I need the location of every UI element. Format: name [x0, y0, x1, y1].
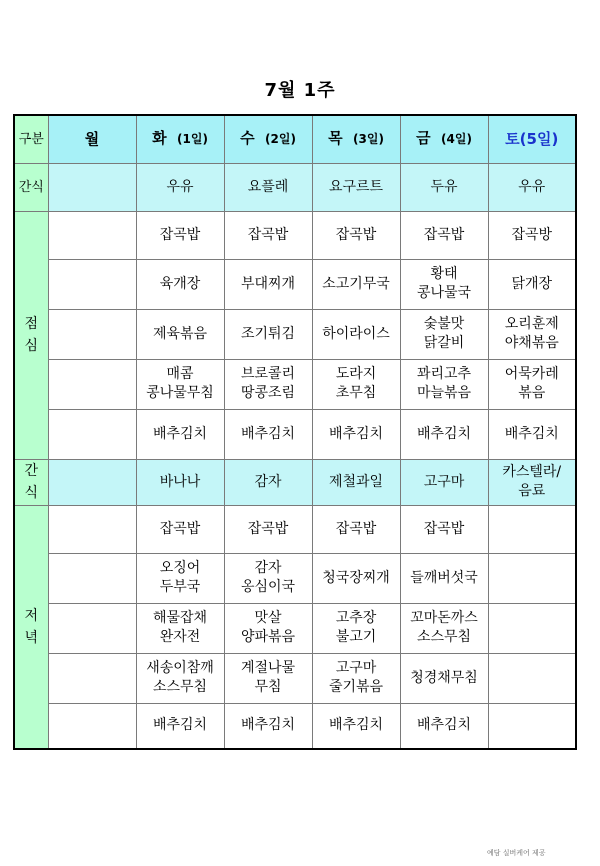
lunch-item: 배추김치: [312, 409, 400, 459]
lunch-item: 배추김치: [488, 409, 576, 459]
lunch-item: 브로콜리 땅콩조림: [224, 359, 312, 409]
dinner-item: 해물잡채 완자전: [136, 603, 224, 653]
snack-am-item: 요플레: [224, 163, 312, 211]
dinner-item: 감자 옹심이국: [224, 553, 312, 603]
dinner-item: 청경채무침: [400, 653, 488, 703]
day-name: 토(5일): [505, 129, 559, 148]
snack-am-item: [48, 163, 136, 211]
lunch-item: 오리훈제 야채볶음: [488, 309, 576, 359]
dinner-item: 꼬마돈까스 소스무침: [400, 603, 488, 653]
dinner-item: 고구마 줄기볶음: [312, 653, 400, 703]
lunch-item: [48, 359, 136, 409]
lunch-item: [48, 409, 136, 459]
lunch-item: 부대찌개: [224, 259, 312, 309]
lunch-item: 잡곡밥: [312, 211, 400, 259]
dinner-item: [48, 603, 136, 653]
snack-pm-item: 카스텔라/ 음료: [488, 459, 576, 505]
lunch-item: 배추김치: [224, 409, 312, 459]
dinner-item: 배추김치: [136, 703, 224, 749]
page-title: 7월 1주: [264, 80, 336, 101]
dinner-item: 배추김치: [400, 703, 488, 749]
snack-pm-item: 바나나: [136, 459, 224, 505]
snack-pm-item: 고구마: [400, 459, 488, 505]
dinner-row: [14, 505, 576, 553]
day-date: (4일): [441, 132, 472, 147]
snack-pm-label: 간 식: [14, 459, 48, 505]
lunch-label: 점 심: [14, 211, 48, 459]
dinner-item: 계절나물 무침: [224, 653, 312, 703]
lunch-item: 꽈리고추 마늘볶음: [400, 359, 488, 409]
dinner-row: [14, 553, 576, 603]
day-name: 수: [240, 129, 255, 148]
lunch-item: [48, 211, 136, 259]
dinner-row: [14, 703, 576, 749]
snack-pm-item: 제철과일: [312, 459, 400, 505]
snack-pm-row: [14, 459, 576, 505]
snack-am-item: 두유: [400, 163, 488, 211]
weekly-menu-table: [13, 114, 577, 750]
day-date: (1일): [177, 132, 208, 147]
day-header-4: [400, 115, 488, 163]
snack-am-label: 간식: [14, 163, 48, 211]
dinner-row: [14, 603, 576, 653]
day-header-5: [488, 115, 576, 163]
day-name: 금: [416, 129, 431, 148]
day-header-3: [312, 115, 400, 163]
lunch-row: [14, 359, 576, 409]
lunch-item: 조기튀김: [224, 309, 312, 359]
dinner-item: 잡곡밥: [136, 505, 224, 553]
lunch-item: 잡곡방: [488, 211, 576, 259]
footer-credit: 예담 실버케어 제공: [487, 849, 546, 857]
dinner-item: 청국장찌개: [312, 553, 400, 603]
lunch-item: 잡곡밥: [224, 211, 312, 259]
dinner-item: [48, 653, 136, 703]
dinner-row: [14, 653, 576, 703]
lunch-item: 도라지 초무침: [312, 359, 400, 409]
lunch-item: 잡곡밥: [136, 211, 224, 259]
day-name: 월: [84, 129, 100, 148]
dinner-item: 오징어 두부국: [136, 553, 224, 603]
lunch-item: 소고기무국: [312, 259, 400, 309]
dinner-item: 새송이참깨 소스무침: [136, 653, 224, 703]
dinner-item: [488, 603, 576, 653]
dinner-item: [488, 505, 576, 553]
snack-am-item: 요구르트: [312, 163, 400, 211]
lunch-item: 잡곡밥: [400, 211, 488, 259]
dinner-item: [488, 653, 576, 703]
day-name: 화: [152, 129, 167, 148]
lunch-item: 닭개장: [488, 259, 576, 309]
day-name: 목: [328, 129, 343, 148]
dinner-item: 배추김치: [224, 703, 312, 749]
lunch-row: [14, 309, 576, 359]
snack-am-item: 우유: [488, 163, 576, 211]
snack-am-item: 우유: [136, 163, 224, 211]
dinner-item: 맛살 양파볶음: [224, 603, 312, 653]
lunch-item: [48, 259, 136, 309]
lunch-item: 숯불맛 닭갈비: [400, 309, 488, 359]
lunch-item: 배추김치: [400, 409, 488, 459]
lunch-item: 제육볶음: [136, 309, 224, 359]
snack-pm-item: [48, 459, 136, 505]
lunch-item: 매콤 콩나물무침: [136, 359, 224, 409]
day-header-1: [136, 115, 224, 163]
dinner-item: 잡곡밥: [312, 505, 400, 553]
dinner-item: [48, 505, 136, 553]
dinner-item: 들깨버섯국: [400, 553, 488, 603]
dinner-item: 잡곡밥: [400, 505, 488, 553]
dinner-item: [488, 553, 576, 603]
lunch-item: 어묵카레 볶음: [488, 359, 576, 409]
snack-am-row: [14, 163, 576, 211]
lunch-row: [14, 409, 576, 459]
lunch-row: [14, 259, 576, 309]
category-header: 구분: [14, 115, 48, 163]
lunch-item: 육개장: [136, 259, 224, 309]
day-header-2: [224, 115, 312, 163]
dinner-label: 저 녁: [14, 505, 48, 749]
dinner-item: [48, 703, 136, 749]
lunch-item: [48, 309, 136, 359]
lunch-item: 하이라이스: [312, 309, 400, 359]
dinner-item: [48, 553, 136, 603]
dinner-item: 배추김치: [312, 703, 400, 749]
dinner-item: 고추장 불고기: [312, 603, 400, 653]
dinner-item: [488, 703, 576, 749]
day-date: (3일): [353, 132, 384, 147]
day-date: (2일): [265, 132, 296, 147]
lunch-item: 황태 콩나물국: [400, 259, 488, 309]
day-header-0: [48, 115, 136, 163]
dinner-item: 잡곡밥: [224, 505, 312, 553]
snack-pm-item: 감자: [224, 459, 312, 505]
header-row: [14, 115, 576, 163]
lunch-row: [14, 211, 576, 259]
lunch-item: 배추김치: [136, 409, 224, 459]
